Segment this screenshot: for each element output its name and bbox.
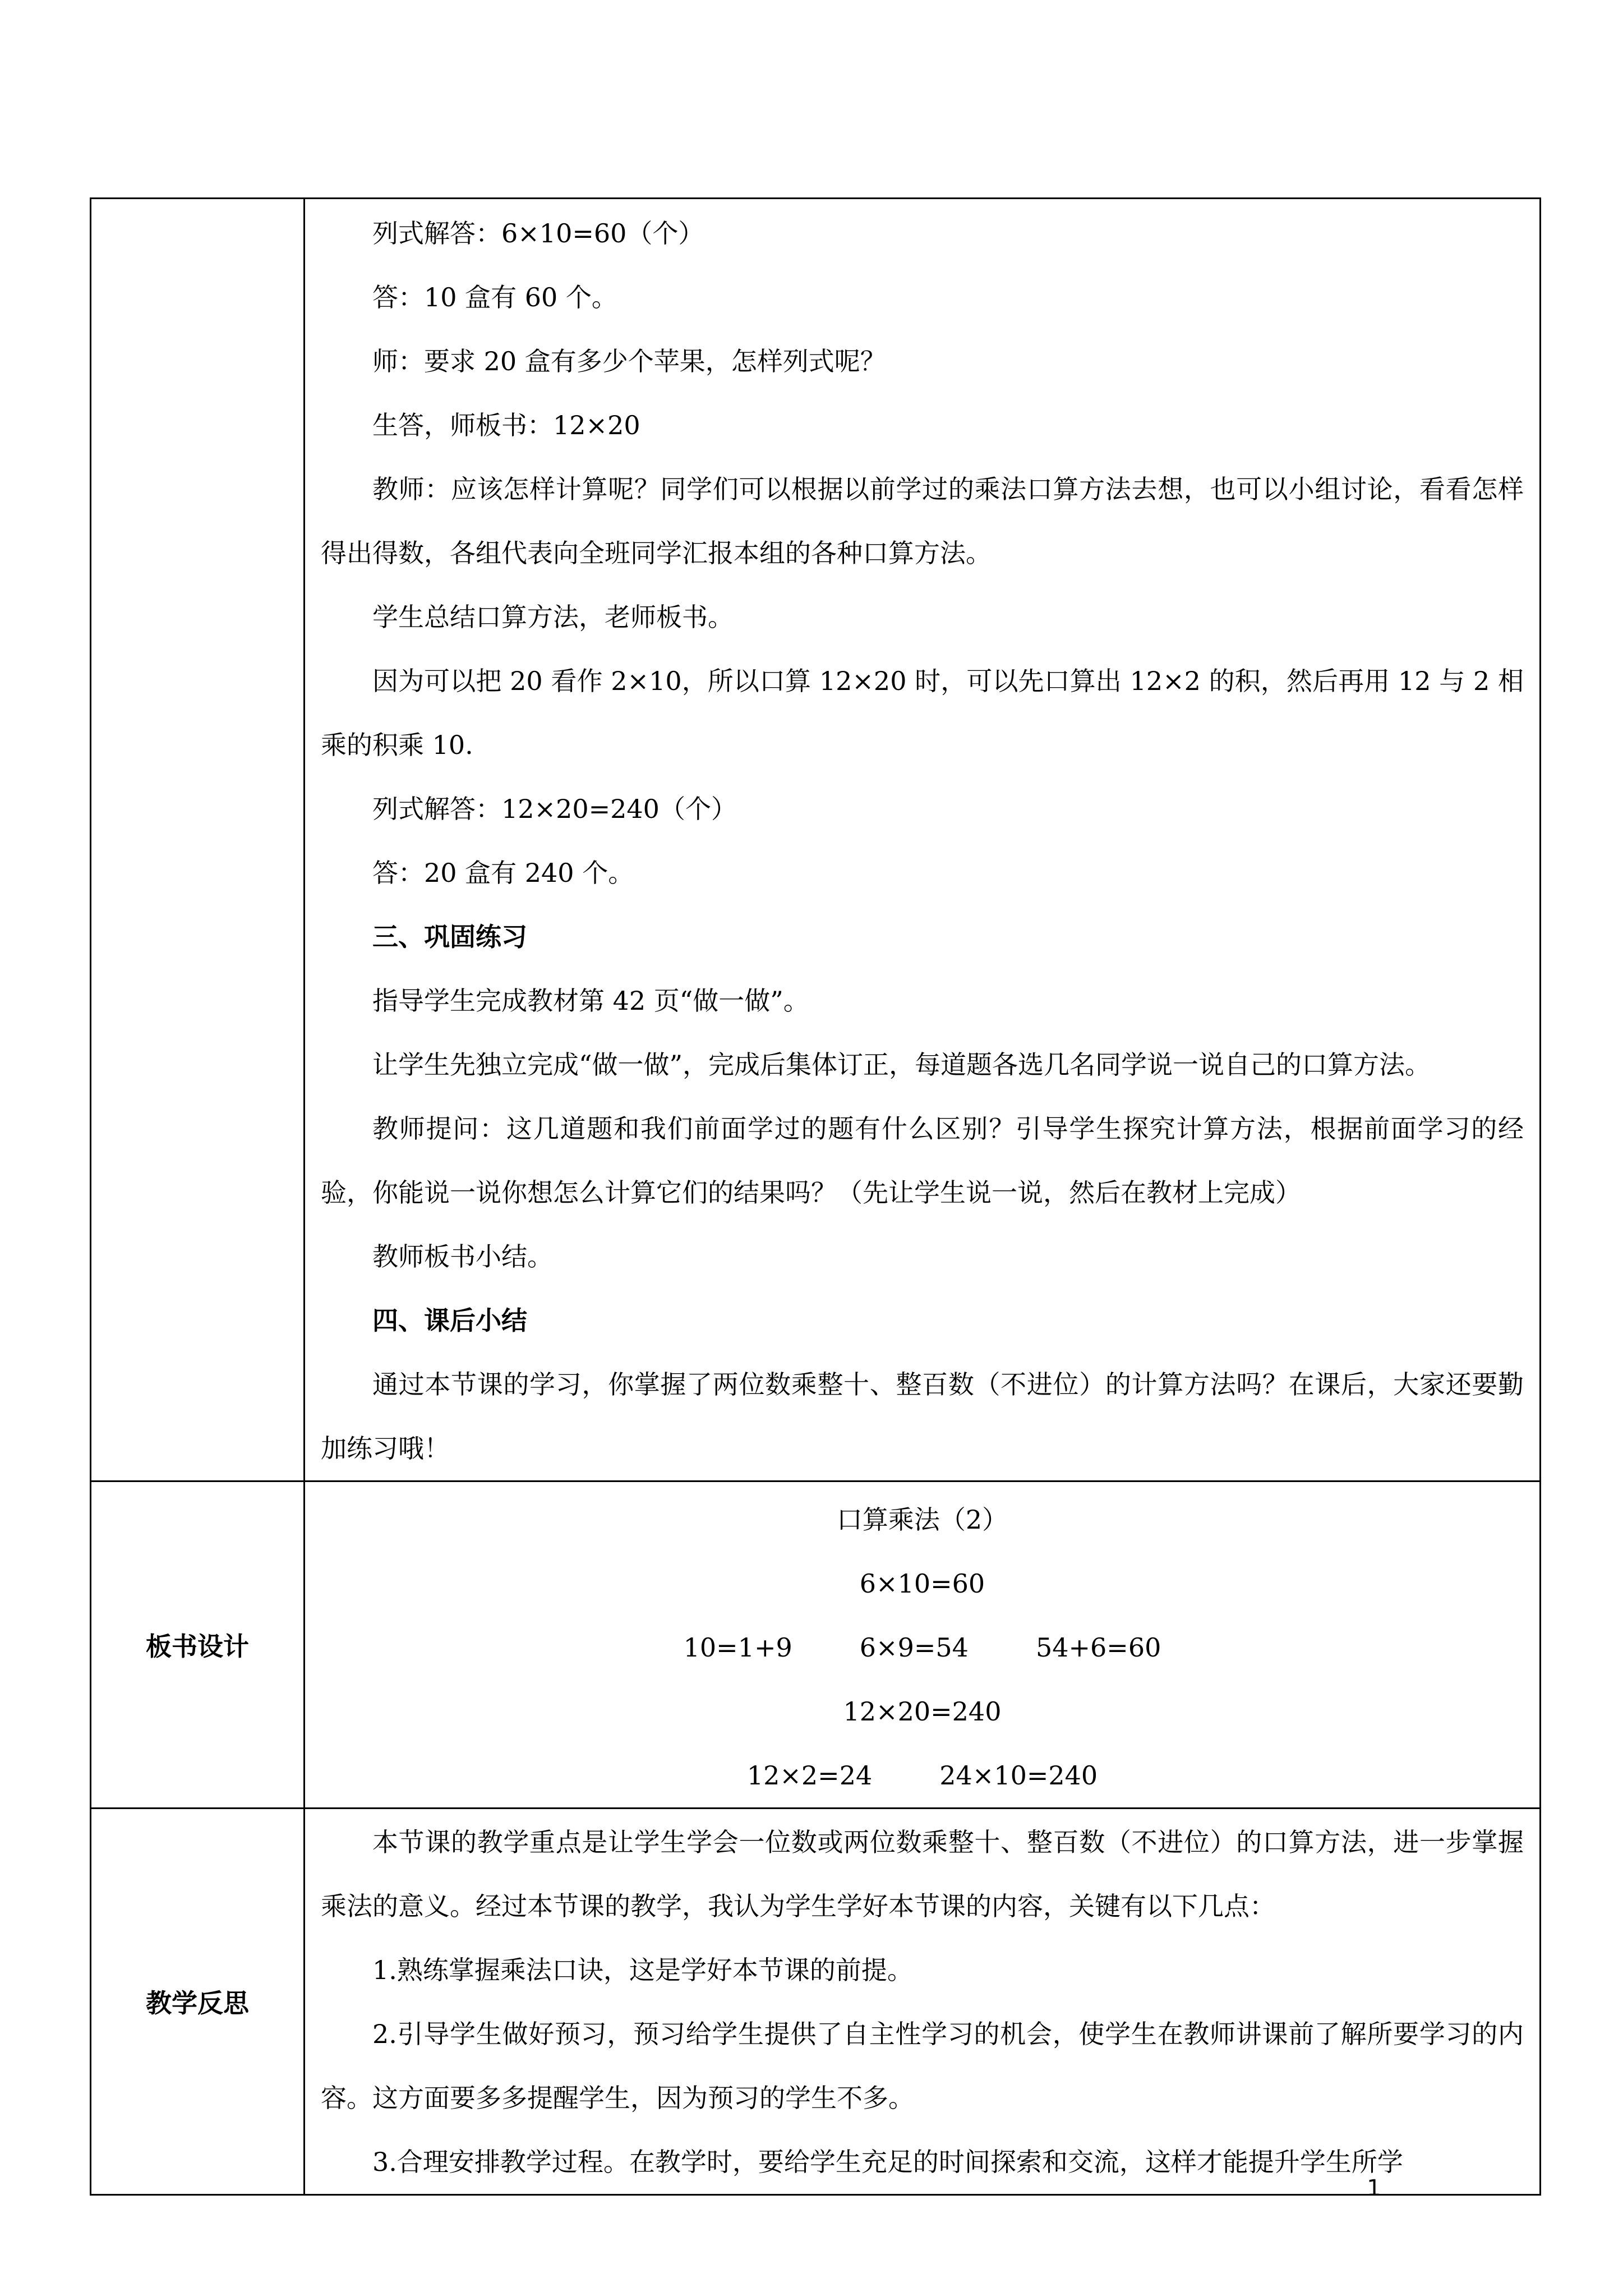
process-paragraph: 指导学生完成教材第 42 页“做一做”。	[372, 986, 809, 1016]
reflection-paragraph: 2.引导学生做好预习，预习给学生提供了自主性学习的机会，使学生在教师讲课前了解所要学习的内容。这方面要多多提醒学生，因为预习的学生不多。	[321, 2019, 1524, 2113]
process-paragraph: 师：要求 20 盒有多少个苹果，怎样列式呢？	[372, 346, 886, 376]
process-paragraph: 列式解答：12×20=240（个）	[372, 794, 737, 824]
process-paragraph: 答：10 盒有 60 个。	[372, 282, 617, 312]
board-line-2	[305, 1616, 1539, 1680]
board-line-2-item: 54+6=60	[1035, 1632, 1161, 1663]
process-paragraph: 生答，师板书：12×20	[372, 410, 640, 440]
section-heading: 三、巩固练习	[372, 922, 527, 952]
board-design-content	[305, 1482, 1539, 1807]
reflection-label: 教学反思	[146, 1988, 249, 2018]
board-title: 口算乘法（2）	[836, 1504, 1008, 1535]
reflection-content	[305, 1809, 1539, 2194]
process-row	[91, 199, 1541, 1481]
lesson-plan-table	[90, 197, 1541, 2196]
board-line-2-item: 10=1+9	[683, 1632, 792, 1663]
reflection-label-cell	[91, 1809, 305, 2195]
process-paragraph: 学生总结口算方法，老师板书。	[372, 602, 734, 632]
board-design-content-cell	[305, 1481, 1541, 1809]
board-design-label-cell	[91, 1481, 305, 1809]
process-paragraph: 教师：应该怎样计算呢？同学们可以根据以前学过的乘法口算方法去想，也可以小组讨论，看看怎样得出得数，各组代表向全班同学汇报本组的各种口算方法。	[321, 474, 1524, 568]
reflection-paragraph: 1.熟练掌握乘法口诀，这是学好本节课的前提。	[372, 1955, 913, 1985]
process-paragraph: 因为可以把 20 看作 2×10，所以口算 12×20 时，可以先口算出 12×2 的积，然后再用 12 与 2 相乘的积乘 10.	[321, 666, 1524, 760]
board-line-2-item: 6×9=54	[859, 1632, 969, 1663]
board-line-1: 6×10=60	[859, 1568, 985, 1599]
process-paragraph: 通过本节课的学习，你掌握了两位数乘整十、整百数（不进位）的计算方法吗？在课后，大家还要勤加练习哦！	[321, 1369, 1524, 1464]
board-line-3: 12×20=240	[843, 1696, 1002, 1727]
reflection-content-cell	[305, 1809, 1541, 2195]
process-paragraph: 教师提问：这几道题和我们前面学过的题有什么区别？引导学生探究计算方法，根据前面学习的经验，你能说一说你想怎么计算它们的结果吗？（先让学生说一说，然后在教材上完成）	[321, 1114, 1524, 1208]
process-label-cell	[91, 199, 305, 1481]
reflection-paragraph: 3.合理安排教学过程。在教学时，要给学生充足的时间探索和交流，这样才能提升学生所学	[372, 2147, 1403, 2177]
process-content	[305, 199, 1539, 1480]
reflection-paragraph: 本节课的教学重点是让学生学会一位数或两位数乘整十、整百数（不进位）的口算方法，进一步掌握乘法的意义。经过本节课的教学，我认为学生学好本节课的内容，关键有以下几点：	[321, 1827, 1524, 1921]
process-content-cell	[305, 199, 1541, 1481]
process-paragraph: 教师板书小结。	[372, 1241, 553, 1272]
section-heading: 四、课后小结	[372, 1305, 527, 1336]
board-design-label: 板书设计	[146, 1631, 249, 1662]
board-line-4-item: 12×2=24	[746, 1760, 873, 1791]
process-paragraph: 让学生先独立完成“做一做”，完成后集体订正，每道题各选几名同学说一说自己的口算方法。	[372, 1050, 1431, 1080]
board-design-row	[91, 1481, 1541, 1809]
process-paragraph: 答：20 盒有 240 个。	[372, 858, 634, 888]
page-number: 1	[1367, 2175, 1381, 2201]
process-paragraph: 列式解答：6×10=60（个）	[372, 218, 704, 249]
reflection-row	[91, 1809, 1541, 2195]
board-line-4	[305, 1743, 1539, 1807]
board-line-4-item: 24×10=240	[939, 1760, 1098, 1791]
